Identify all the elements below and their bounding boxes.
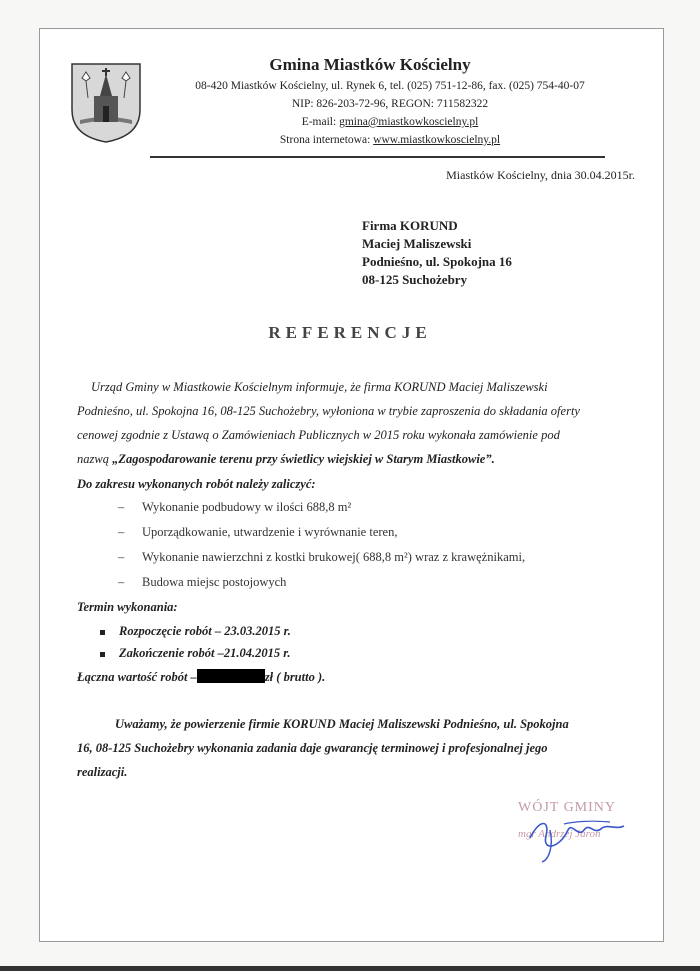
closing-line-3: realizacji. [77,765,128,779]
letter-date: Miastków Kościelny, dnia 30.04.2015r. [446,168,635,182]
recipient-street: Podnieśno, ul. Spokojna 16 [362,254,512,269]
total-value-suffix: zł ( brutto ). [264,670,326,684]
coat-of-arms-icon [70,62,142,144]
intro-line-3: cenowej zgodnie z Ustawą o Zamówieniach Publicznych w 2015 roku wykonała zamówienie pod [77,428,560,442]
scope-heading: Do zakresu wykonanych robót należy zaliczyć: [77,477,316,491]
term-start: Rozpoczęcie robót – 23.03.2015 r. [100,624,291,639]
stamp-title: WÓJT GMINY [518,800,617,815]
municipality-name: Gmina Miastków Kościelny [269,55,471,74]
project-name: „Zagospodarowanie terenu przy świetlicy wiejskiej w Starym Miastkowie”. [112,452,495,466]
header-address: 08-420 Miastków Kościelny, ul. Rynek 6, tel. (025) 751-12-86, fax. (025) 754-40-07 [195,80,585,92]
intro-line-2: Podnieśno, ul. Spokojna 16, 08-125 Suchożebry, wyłoniona w trybie zaproszenia do składania oferty [77,404,580,418]
term-heading: Termin wykonania: [77,600,178,614]
recipient-postcode: 08-125 Suchożebry [362,272,468,287]
scope-item: – Wykonanie nawierzchni z kostki brukowej( 688,8 m²) wraz z krawężnikami, [118,550,526,564]
recipient-person: Maciej Maliszewski [362,236,472,251]
intro-paragraph [77,375,637,471]
website-label: Strona internetowa: [279,134,371,146]
total-value-line [77,669,325,685]
document-title: REFERENCJE [268,323,432,342]
closing-line-1: Uważamy, że powierzenie firmie KORUND Maciej Maliszewski Podnieśno, ul. Spokojna [115,717,569,731]
closing-line-2: 16, 08-125 Suchożebry wykonania zadania daje gwarancję terminowej i profesjonalnej jego [77,741,548,755]
bottom-border [0,966,700,971]
intro-line-1: Urząd Gminy w Miastkowie Kościelnym informuje, że firma KORUND Maciej Maliszewski [91,380,548,394]
recipient-company: Firma KORUND [362,218,458,233]
intro-line-4-prefix: nazwą [77,452,113,466]
email-label: E-mail: [301,116,337,128]
total-value-label: Łączna wartość robót – [77,670,197,684]
header-tax-ids: NIP: 826-203-72-96, REGON: 711582322 [291,98,489,110]
header-email-line [150,116,630,128]
closing-paragraph [77,712,637,784]
header-divider [150,156,605,158]
term-end: Zakończenie robót –21.04.2015 r. [100,646,291,661]
signature-icon [520,808,630,864]
stamp-name: mgr Andrzej Jaroń [518,828,601,840]
redacted-amount [197,669,265,683]
scope-item: – Uporządkowanie, utwardzenie i wyrównanie teren, [118,525,398,539]
scope-item: – Wykonanie podbudowy w ilości 688,8 m² [118,500,352,514]
scope-item: – Budowa miejsc postojowych [118,575,287,589]
email-link[interactable]: gmina@miastkowkoscielny.pl [339,116,479,128]
header-website-line [150,134,630,146]
website-link[interactable]: www.miastkowkoscielny.pl [373,134,501,146]
